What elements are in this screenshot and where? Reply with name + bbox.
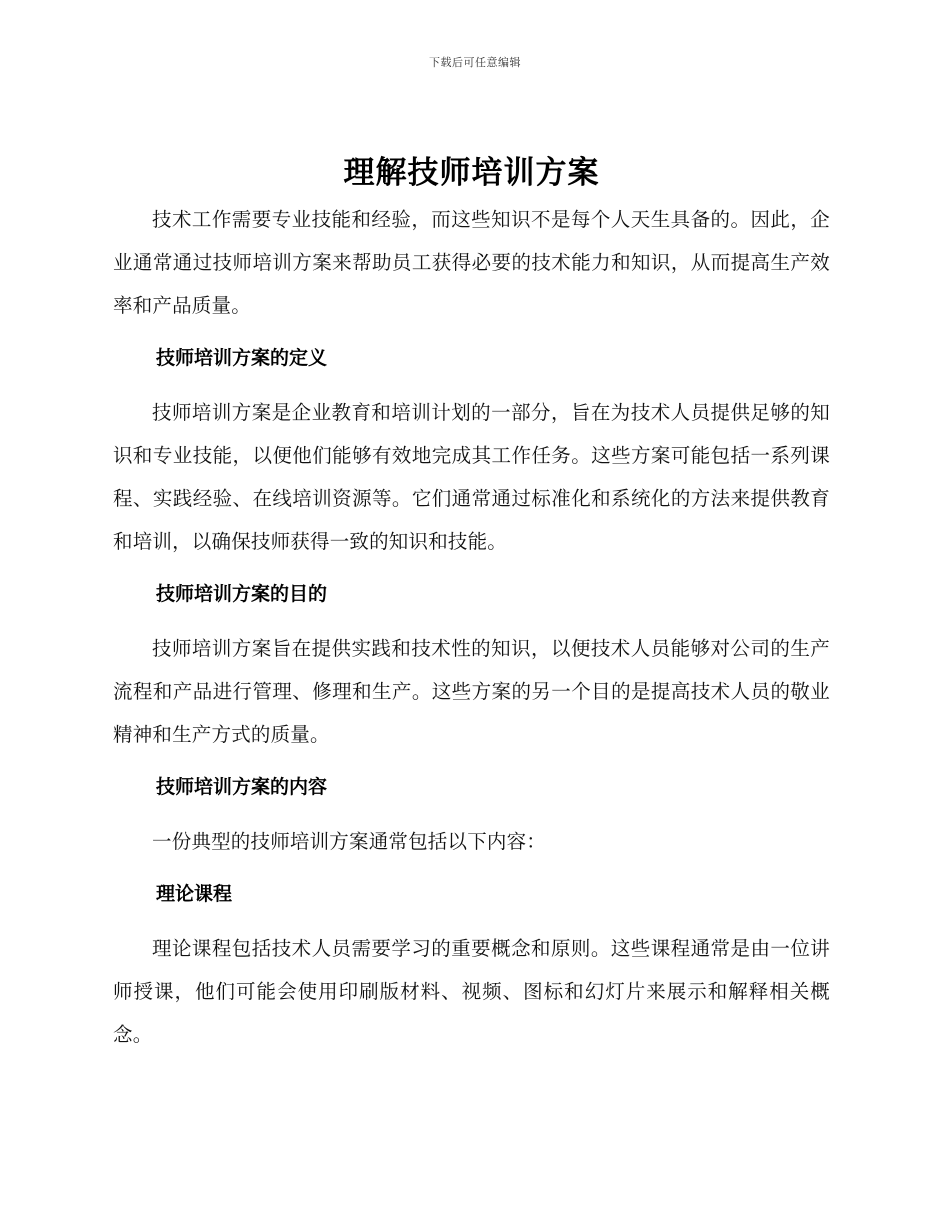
document-content bbox=[113, 148, 830, 1056]
section-heading-theory-course: 理论课程 bbox=[156, 883, 233, 905]
document-title: 理解技师培训方案 bbox=[343, 155, 600, 191]
intro-paragraph: 技术工作需要专业技能和经验，而这些知识不是每个人天生具备的。因此，企业通常通过技师培训方案来帮助员工获得必要的技术能力和知识，从而提高生产效率和产品质量。 bbox=[113, 208, 830, 317]
spacer bbox=[113, 916, 830, 927]
section-body-content: 一份典型的技师培训方案通常包括以下内容： bbox=[152, 830, 547, 853]
spacer bbox=[113, 380, 830, 391]
spacer bbox=[113, 809, 830, 820]
section-heading-content: 技师培训方案的内容 bbox=[156, 776, 328, 798]
spacer bbox=[113, 563, 830, 573]
section-body-purpose: 技师培训方案旨在提供实践和技术性的知识，以便技术人员能够对公司的生产流程和产品进行管理、修理和生产。这些方案的另一个目的是提高技术人员的敬业精神和生产方式的质量。 bbox=[113, 637, 830, 746]
spacer bbox=[113, 863, 830, 873]
spacer bbox=[113, 616, 830, 627]
section-body-theory-course: 理论课程包括技术人员需要学习的重要概念和原则。这些课程通常是由一位讲师授课，他们可能会使用印刷版材料、视频、图标和幻灯片来展示和解释相关概念。 bbox=[113, 937, 830, 1046]
section-heading-purpose: 技师培训方案的目的 bbox=[156, 583, 328, 605]
section-heading-definition: 技师培训方案的定义 bbox=[156, 347, 328, 369]
section-body-definition: 技师培训方案是企业教育和培训计划的一部分，旨在为技术人员提供足够的知识和专业技能，以便他们能够有效地完成其工作任务。这些方案可能包括一系列课程、实践经验、在线培训资源等。它们通常通过标准化和系统化的方法来提供教育和培训，以确保技师获得一致的知识和技能。 bbox=[113, 401, 830, 553]
page-header-note: 下载后可任意编辑 bbox=[429, 56, 521, 69]
spacer bbox=[113, 756, 830, 766]
spacer bbox=[113, 327, 830, 337]
